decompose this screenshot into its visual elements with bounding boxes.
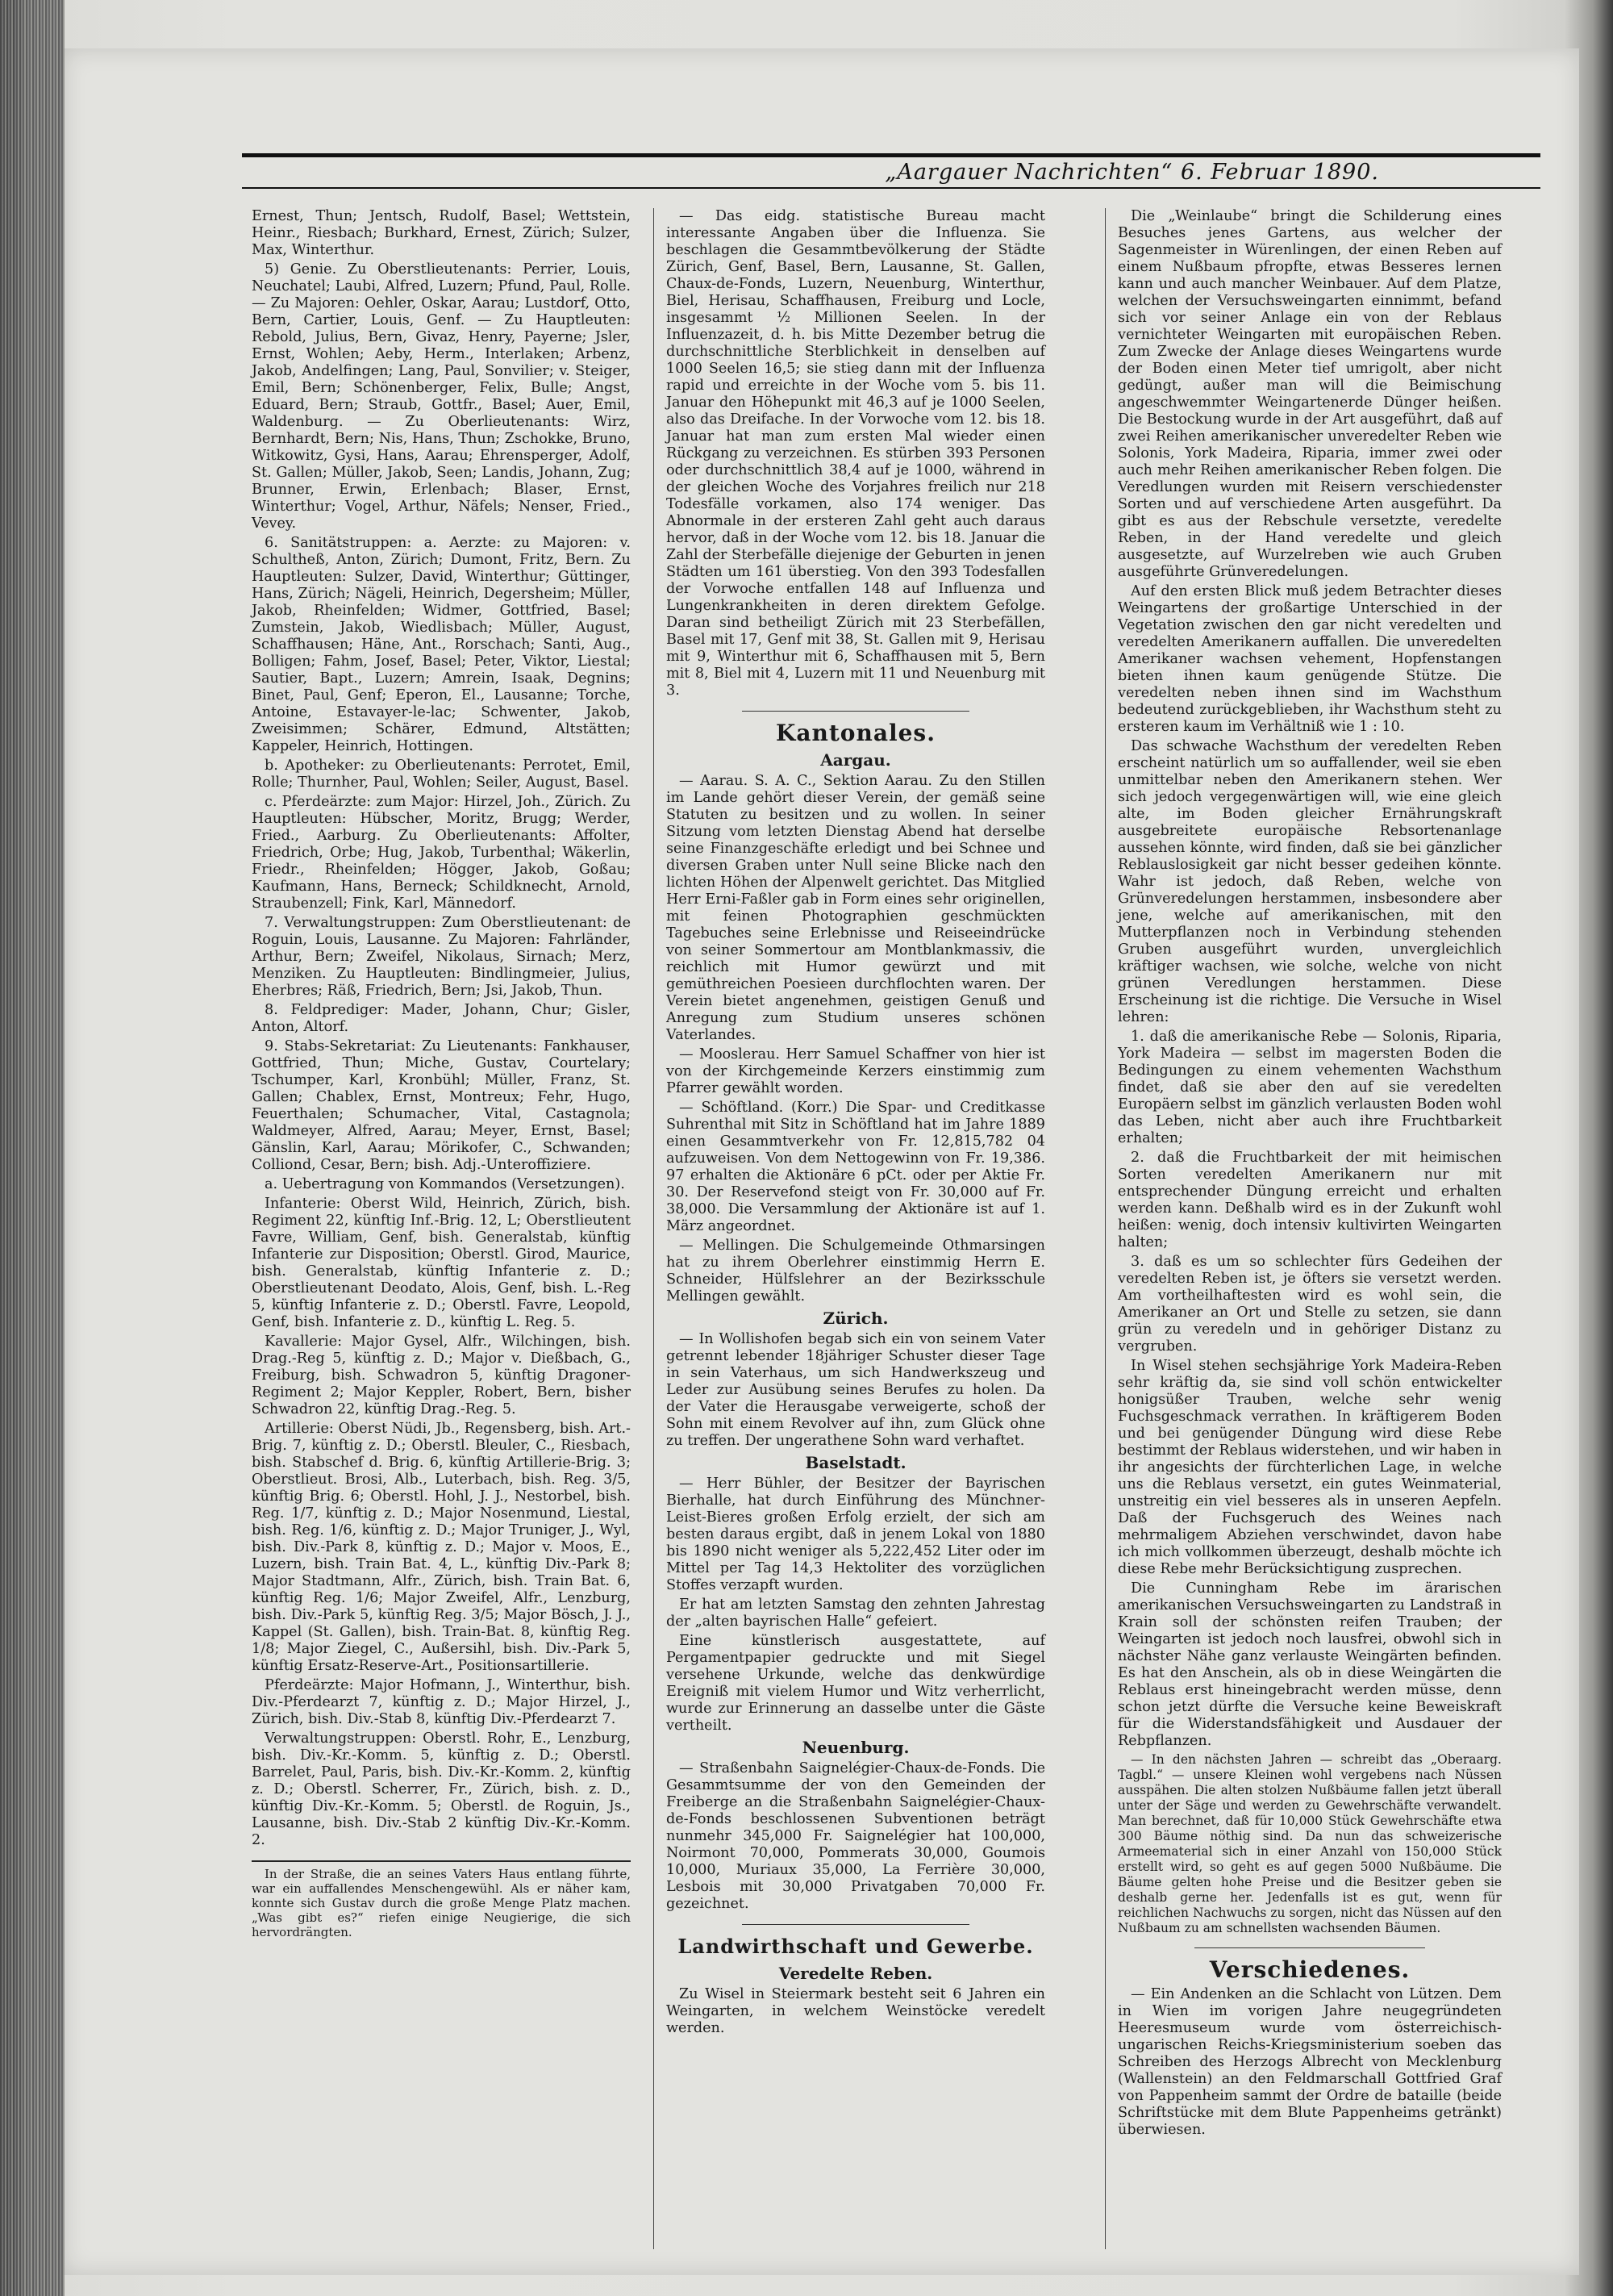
article-paragraph: 8. Feldprediger: Mader, Johann, Chur; Gisler, Anton, Altorf. — [252, 1002, 631, 1035]
subheading-reben: Veredelte Reben. — [778, 1964, 933, 1983]
section-separator — [742, 711, 969, 712]
article-paragraph: — Aarau. S. A. C., Sektion Aarau. Zu den Stillen im Lande gehört dieser Verein, der gemäß seine Statuten zu besitzen und zu wollen. In seiner Sitzung vom letzten Dienstag Abend hat derselbe seine Finanzgeschäfte erledigt und bei Schnee und diversen Graben unter Null seine Blicke nach den lichten Höhen der Alpenwelt gerichtet. Das Mitglied Herr Erni-Faßler gab in Form eines sehr originellen, mit feinen Photographien geschmückten Tagebuches seine Erlebnisse und Reiseeindrücke von seiner Sommertour am Montblankmassiv, die reichlich mit Humor gewürzt und mit gemüthreichen Poesieen durchflochten waren. Der Verein bietet angenehmen, geistigen Genuß und Anregung zum Studium unseres schönen Vaterlandes. — [666, 773, 1045, 1043]
article-paragraph: 3. daß es um so schlechter fürs Gedeihen der veredelten Reben ist, je öfters sie versetzt werden. Am vortheilhaftesten wird es wohl sein, die Amerikaner an Ort und Stelle zu setzen, sie dann grün zu veredeln und in gehöriger Distanz zu vergruben. — [1118, 1254, 1502, 1355]
article-paragraph: — Mellingen. Die Schulgemeinde Othmarsingen hat zu ihrem Oberlehrer einstimmig Herrn E. Schneider, Hülfslehrer an der Bezirksschule Mellingen gewählt. — [666, 1238, 1045, 1305]
section-heading-verschiedenes: Verschiedenes. — [1209, 1956, 1411, 1983]
article-paragraph: Verwaltungstruppen: Oberstl. Rohr, E., Lenzburg, bish. Div.-Kr.-Komm. 5, künftig z. D.; Oberstl. Barrelet, Paul, Paris, bish. Div.-Kr.-Komm. 2, künftig z. D.; Oberstl. Scherrer, Fr., Zürich, bish. z. D., künftig Div.-Kr.-Komm. 5; Oberstl. de Roguin, Js., Lausanne, bish. Div.-Stab 2 künftig Div.-Kr.-Komm. 2. — [252, 1730, 631, 1848]
article-paragraph: — Das eidg. statistische Bureau macht interessante Angaben über die Influenza. Sie beschlagen die Gesammtbevölkerung der Städte Zürich, Genf, Basel, Bern, Lausanne, St. Gallen, Chaux-de-Fonds, Luzern, Neuenburg, Winterthur, Biel, Herisau, Schaffhausen, Freiburg und Locle, insgesammt ½ Millionen Seelen. In der Influenzazeit, d. h. bis Mitte Dezember betrug die durchschnittliche Sterblichkeit in denselben auf 1000 Seelen 16,5; sie stieg dann mit der Influenza rapid und erreichte in der Woche vom 5. bis 11. Januar den Höhepunkt mit 46,3 auf je 1000 Seelen, also das Dreifache. In der Vorwoche vom 12. bis 18. Januar hat man zum ersten Mal wieder einen Rückgang zu verzeichnen. Es stürben 393 Personen oder durchschnittlich 38,4 auf je 1000, während in der gleichen Woche des Vorjahres freilich nur 218 Todesfälle vorkamen, also 174 weniger. Das Abnormale in der ersteren Zahl geht auch daraus hervor, daß in der Woche vom 12. bis 18. Januar die Zahl der Sterbefälle diejenige der Geburten in jenen Städten um 161 überstieg. Von den 393 Todesfallen der Vorwoche entfallen 148 auf Influenza und Lungenkrankheiten in deren direktem Gefolge. Daran sind betheiligt Zürich mit 23 Sterbefällen, Basel mit 17, Genf mit 38, St. Gallen mit 9, Herisau mit 9, Winterthur mit 6, Schaffhausen mit 5, Bern mit 8, Biel mit 4, Luzern mit 11 und Neuenburg mit 3. — [666, 208, 1045, 699]
subheading-aargau: Aargau. — [820, 750, 891, 770]
article-paragraph: — Straßenbahn Saignelégier-Chaux-de-Fonds. Die Gesammtsumme der von den Gemeinden der Freiberge an die Straßenbahn Saignelégier-Chaux-de-Fonds beschlossenen Subventionen beträgt nunmehr 345,000 Fr. Saignelégier hat 100,000, Noirmont 70,000, Pommerats 30,000, Goumois 10,000, Muriaux 35,000, La Ferrière 30,000, Lesbois mit 30,000 Privatgaben 70,000 Fr. gezeichnet. — [666, 1760, 1045, 1912]
subheading-neuenburg: Neuenburg. — [802, 1738, 910, 1757]
header-rule-bottom — [242, 187, 1540, 189]
article-paragraph: Zu Wisel in Steiermark besteht seit 6 Jahren ein Weingarten, in welchem Weinstöcke veredelt werden. — [666, 1986, 1045, 2036]
article-paragraph: Infanterie: Oberst Wild, Heinrich, Zürich, bish. Regiment 22, künftig Inf.-Brig. 12, L; Oberstlieutent Favre, William, Genf, bish. Generalstab, künftig Infanterie zur Disposition; Oberstl. Girod, Maurice, bish. Generalstab, künftig Infanterie z. D.; Oberstlieutenant Deodato, Alois, Genf, bish. L.-Reg 5, künftig Infanterie z. D.; Oberstl. Favre, Leopold, Genf, bish. Infanterie z. D., künftig L. Reg. 5. — [252, 1196, 631, 1330]
article-paragraph: Artillerie: Oberst Nüdi, Jb., Regensberg, bish. Art.-Brig. 7, künftig z. D.; Oberstl. Bleuler, C., Riesbach, bish. Stabschef d. Brig. 6, künftig Artillerie-Brig. 3; Oberstlieut. Brosi, Alb., Luterbach, bish. Reg. 3/5, künftig Brig. 6; Oberstl. Hohl, J. J., Nestorbel, bish. Reg. 1/7, künftig z. D.; Major Nosenmund, Liestal, bish. Reg. 1/6, künftig z. D.; Major Truniger, J., Wyl, bish. Div.-Park 8, künftig z. D.; Major v. Moos, E., Luzern, bish. Train Bat. 4, L., künftig Div.-Park 8; Major Stadtmann, Alfr., Zürich, bish. Train Bat. 6, künftig Reg. 1/6; Major Zweifel, Alfr., Lenzburg, bish. Div.-Park 5, künftig Reg. 3/5; Major Bösch, J. J., Kappel (St. Gallen), bish. Train-Bat. 8, künftig Reg. 1/8; Major Ziegel, C., Außersihl, bish. Div.-Park 5, künftig Ersatz-Reserve-Art., Positionsartillerie. — [252, 1421, 631, 1674]
binding-spine — [0, 0, 65, 2296]
article-paragraph: Eine künstlerisch ausgestattete, auf Pergamentpapier gedruckte und mit Siegel versehene Urkunde, welche das denkwürdige Ereigniß mit vielem Humor und Witz verherrlicht, wurde zur Erinnerung an dasselbe unter die Gäste vertheilt. — [666, 1633, 1045, 1734]
article-paragraph: c. Pferdeärzte: zum Major: Hirzel, Joh., Zürich. Zu Hauptleuten: Hübscher, Moritz, Brugg; Werder, Fried., Aarburg. Zu Oberlieutenants: Affolter, Friedrich, Orbe; Hug, Jakob, Turbenthal; Wäkerlin, Friedr., Rheinfelden; Högger, Jakob, Goßau; Kaufmann, Hans, Berneck; Schildknecht, Arnold, Straubenzell; Fink, Karl, Männedorf. — [252, 794, 631, 912]
article-paragraph: Die „Weinlaube“ bringt die Schilderung eines Besuches jenes Gartens, aus welcher der Sagenmeister in Würenlingen, der einen Reben auf einem Nußbaum pfropfte, etwas Besseres lernen kann und auch mancher Weinbauer. Auf dem Platze, welchen der Versuchsweingarten einnimmt, befand sich vor seiner Anlage ein von der Reblaus vernichteter Weingarten mit europäischen Reben. Zum Zwecke der Anlage dieses Weingartens wurde der Boden einen Meter tief umrigolt, aber nicht gedüngt, außer man will die Beimischung angeschwemmter Weingartenerde Dünger heißen. Die Bestockung wurde in der Art ausgeführt, daß auf zwei Reihen amerikanischer unveredelter Reben wie Solonis, York Madeira, Riparia, immer zwei oder auch mehr Reihen amerikanischer Reben folgen. Die Veredlungen wurden mit Reisern verschiedenster Sorten und auf verschiedene Arten ausgeführt. Da gibt es aus der Rebschule versetzte, veredelte Reben, in der Hand veredelte und gleich ausgesetzte, auf Wurzelreben wie auch Gruben ausgeführte Grünveredelungen. — [1118, 208, 1502, 580]
article-paragraph: Kavallerie: Major Gysel, Alfr., Wilchingen, bish. Drag.-Reg 5, künftig z. D.; Major v. Dießbach, G., Freiburg, bish. Schwadron 5, künftig Dragoner-Regiment 2; Major Keppler, Robert, Bern, bisher Schwadron 22, künftig Drag.-Reg. 5. — [252, 1334, 631, 1417]
column-rule-1 — [653, 208, 654, 2249]
article-paragraph: — Mooslerau. Herr Samuel Schaffner von hier ist von der Kirchgemeinde Kerzers einstimmig zum Pfarrer gewählt worden. — [666, 1046, 1045, 1096]
article-paragraph: Er hat am letzten Samstag den zehnten Jahrestag der „alten bayrischen Halle“ gefeiert. — [666, 1597, 1045, 1630]
article-paragraph: Die Cunningham Rebe im ärarischen amerikanischen Versuchsweingarten zu Landstraß in Krain soll der schönsten reifen Trauben; der Weingarten ist jedoch noch lausfrei, obwohl sich in nächster Nähe ganz verlauste Weingärten befinden. Es hat den Anschein, als ob in diese Weingärten die Reblaus erst hineingebracht werden müsse, denn schon jetzt dürfte die Versuche keine Beweiskraft für die Widerstandsfähigkeit und Ausdauer der Rebpflanzen. — [1118, 1580, 1502, 1749]
article-paragraph: Auf den ersten Blick muß jedem Betrachter dieses Weingartens der großartige Unterschied in der Vegetation zwischen den gar nicht veredelten und veredelten Amerikanern auffallen. Die unveredelten Amerikaner wachsen vehement, Hopfenstangen bieten ihnen kaum genügende Stütze. Die veredelten neben ihnen sind im Wachsthum bedeutend zurückgeblieben, ihr Wachsthum steht zu ersteren kaum im Verhältniß wie 1 : 10. — [1118, 583, 1502, 735]
article-paragraph: — In Wollishofen begab sich ein von seinem Vater getrennt lebender 18jähriger Schuster dieser Tage in sein Vaterhaus, um sich Handwerkszeug und Leder zur Ausübung seines Berufes zu holen. Da der Vater die Herausgabe verweigerte, schoß der Sohn mit einem Revolver auf ihn, zum Glück ohne zu treffen. Der ungerathene Sohn ward verhaftet. — [666, 1331, 1045, 1449]
subheading-zuerich: Zürich. — [823, 1309, 889, 1328]
article-paragraph: a. Uebertragung von Kommandos (Versetzungen). — [265, 1176, 625, 1192]
section-separator — [742, 1924, 969, 1925]
section-separator — [1194, 1947, 1425, 1948]
article-paragraph: Pferdeärzte: Major Hofmann, J., Winterthur, bish. Div.-Pferdearzt 7, künftig z. D.; Major Hirzel, J., Zürich, bish. Div.-Stab 8, künftig Div.-Pferdearzt 7. — [252, 1677, 631, 1727]
column-3 — [1118, 208, 1502, 2141]
section-heading-landwirthschaft: Landwirthschaft und Gewerbe. — [677, 1935, 1034, 1958]
subheading-baselstadt: Baselstadt. — [805, 1453, 907, 1472]
feuilleton-text: In der Straße, die an seines Vaters Haus entlang führte, war ein auffallendes Menschengewühl. Als er näher kam, konnte sich Gustav durch die große Menge Platz machen. „Was gibt es?“ riefen einige Neugierige, die sich hervordrängten. — [252, 1867, 631, 1939]
article-paragraph: 6. Sanitätstruppen: a. Aerzte: zu Majoren: v. Schultheß, Anton, Zürich; Dumont, Fritz, Bern. Zu Hauptleuten: Sulzer, David, Winterthur; Güttinger, Hans, Zürich; Nägeli, Heinrich, Degersheim; Müller, Jakob, Rheinfelden; Widmer, Gottfried, Basel; Zumstein, Jakob, Wiedlisbach; Müller, August, Schaffhausen; Häne, Ant., Rorschach; Santi, Aug., Bolligen; Fahm, Josef, Basel; Peter, Viktor, Liestal; Sautier, Bapt., Luzern; Amrein, Isaak, Degnins; Binet, Paul, Genf; Eperon, El., Lausanne; Torche, Antoine, Estavayer-le-lac; Schwenter, Jakob, Zweisimmen; Schärer, Edmund, Altstätten; Kappeler, Heinrich, Hottingen. — [252, 535, 631, 754]
article-paragraph: In Wisel stehen sechsjährige York Madeira-Reben sehr kräftig da, sie sind voll schön entwickelter honigsüßer Trauben, welche sehr wenig Fuchsgeschmack verrathen. In kräftigerem Boden und bei genügender Düngung wird diese Rebe bestimmt der Reblaus widerstehen, und wir haben in ihr angesichts der fürchterlichen Lage, in welche uns die Reblaus versetzt, ein gutes Weinmaterial, unstreitig ein viel besseres als in unseren Aepfeln. Daß der Fuchsgeruch des Weines nach mehrmaligem Abziehen verschwindet, davon habe ich mich vollkommen überzeugt, deshalb möchte ich diese Rebe mehr Berücksichtigung zusprechen. — [1118, 1358, 1502, 1577]
article-paragraph: — Herr Bühler, der Besitzer der Bayrischen Bierhalle, hat durch Einführung des Münchner-Leist-Bieres großen Erfolg erzielt, der sich am besten daraus ergibt, daß in jenem Lokal von 1880 bis 1890 nicht weniger als 5,222,452 Liter oder im Mittel per Tag 14,3 Hektoliter des vorzüglichen Stoffes verzapft wurden. — [666, 1476, 1045, 1593]
article-paragraph: Das schwache Wachsthum der veredelten Reben erscheint natürlich um so auffallender, weil sie eben unmittelbar neben den Amerikanern stehen. Wer sich jedoch vergegenwärtigen will, wie eine gleich alte, im Boden gleicher Ernährungskraft ausgebreitete europäische Rebsortenanlage aussehen könnte, wird finden, daß sie bei gänzlicher Reblauslosigkeit gar nicht besser gedeihen könnte. Wahr ist jedoch, daß Reben, welche von Grünveredelungen herstammen, insbesondere aber jene, welche auf amerikanischen, mit den Mutterpflanzen noch in Verbindung stehenden Gruben ausgeführt wurden, unvergleichlich kräftiger wachsen, wie solche, welche von nicht grünen Veredlungen herstammen. Diese Erscheinung ist die richtige. Die Versuche in Wisel lehren: — [1118, 738, 1502, 1025]
article-paragraph: b. Apotheker: zu Oberlieutenants: Perrotet, Emil, Rolle; Thurnher, Paul, Wohlen; Seiler, August, Basel. — [252, 758, 631, 791]
article-paragraph: — Ein Andenken an die Schlacht von Lützen. Dem in Wien im vorigen Jahre neugegründeten Heeresmuseum wurde vom österreichisch-ungarischen Reichs-Kriegsministerium soeben das Schreiben des Herzogs Albrecht von Mecklenburg (Wallenstein) an den Feldmarschall Gottfried Graf von Pappenheim sammt der Ordre de bataille (beide Schriftstücke mit dem Blute Pappenheims getränkt) überwiesen. — [1118, 1986, 1502, 2138]
column-2 — [666, 208, 1045, 2039]
page-header — [242, 153, 1540, 190]
article-paragraph: 5) Genie. Zu Oberstlieutenants: Perrier, Louis, Neuchatel; Laubi, Alfred, Luzern; Pfund, Paul, Rolle. — Zu Majoren: Oehler, Oskar, Aarau; Lustdorf, Otto, Bern, Cartier, Louis, Genf. — Zu Hauptleuten: Rebold, Julius, Bern, Givaz, Henry, Payerne; Jsler, Ernst, Wohlen; Aeby, Herm., Interlaken; Arbenz, Jakob, Andelfingen; Lang, Paul, Sonvilier; v. Steiger, Emil, Bern; Schönenberger, Felix, Bulle; Angst, Eduard, Bern; Straub, Gottfr., Basel; Auer, Emil, Waldenburg. — Zu Oberlieutenants: Wirz, Bernhardt, Bern; Nis, Hans, Thun; Zschokke, Bruno, Witkowitz, Gysi, Hans, Aarau; Ehrensperger, Adolf, St. Gallen; Müller, Jakob, Seen; Landis, Johann, Zug; Brunner, Erwin, Erlenbach; Blaser, Ernst, Winterthur; Vogel, Arthur, Näfels; Nenser, Fried., Vevey. — [252, 261, 631, 532]
article-paragraph: Ernest, Thun; Jentsch, Rudolf, Basel; Wettstein, Heinr., Riesbach; Burkhard, Ernest, Zürich; Sulzer, Max, Winterthur. — [252, 208, 631, 258]
header-rule-top — [242, 153, 1540, 157]
header-title: „Aargauer Nachrichten“ 6. Februar 1890. — [885, 160, 1379, 185]
article-paragraph: — Schöftland. (Korr.) Die Spar- und Creditkasse Suhrenthal mit Sitz in Schöftland hat im Jahre 1889 einen Gesammtverkehr von Fr. 12,815,782 04 aufzuweisen. Von dem Nettogewinn von Fr. 19,386. 97 erhalten die Aktionäre 6 pCt. oder per Aktie Fr. 30. Der Reservefond steigt von Fr. 30,000 auf Fr. 38,000. Die Versammlung der Aktionäre ist auf 1. März angeordnet. — [666, 1100, 1045, 1234]
article-paragraph: 7. Verwaltungstruppen: Zum Oberstlieutenant: de Roguin, Louis, Lausanne. Zu Majoren: Fahrländer, Arthur, Bern; Zweifel, Nikolaus, Sirnach; Merz, Menziken. Zu Hauptleuten: Bindlingmeier, Julius, Eherbres; Räß, Friedrich, Bern; Jsi, Jakob, Thun. — [252, 915, 631, 999]
article-paragraph: 9. Stabs-Sekretariat: Zu Lieutenants: Fankhauser, Gottfried, Thun; Miche, Gustav, Courtelary; Tschumper, Karl, Kronbühl; Müller, Franz, St. Gallen; Chablex, Ernst, Montreux; Fehr, Hugo, Feuerthalen; Schumacher, Vital, Castagnola; Waldmeyer, Alfred, Aarau; Meyer, Ernst, Basel; Gänslin, Karl, Aarau; Mörikofer, C., Schwanden; Colliond, Cesar, Bern; bish. Adj.-Unteroffiziere. — [252, 1038, 631, 1173]
section-heading-kantonales: Kantonales. — [776, 720, 936, 746]
article-paragraph: — In den nächsten Jahren — schreibt das „Oberaarg. Tagbl.“ — unsere Kleinen wohl vergebens nach Nüssen ausspähen. Die alten stolzen Nußbäume fallen jetzt überall unter der Säge und werden zu Gewehrschäfte verwandelt. Man berechnet, daß für 10,000 Stück Gewehrschäfte etwa 300 Bäume nöthig sind. Da nun das schweizerische Armeematerial sich in einer Anzahl von 150,000 Stück erstellt wird, so geht es auf gegen 5000 Nußbäume. Die Bäume gelten hohe Preise und die Besitzer geben sie deshalb gerne her. Jedenfalls ist es gut, wenn für reichlichen Nachwuchs zu sorgen, nicht das Nüssen auf den Nußbaum zu am schnellsten wachsenden Bäumen. — [1118, 1752, 1502, 1935]
article-paragraph: 1. daß die amerikanische Rebe — Solonis, Riparia, York Madeira — selbst im magersten Boden die Bedingungen zu einem vehementen Wachsthum findet, daß sie aber den auf sie veredelten Europäern selbst im gänzlich verlausten Boden wohl das Leben, nicht aber auch ihre Fruchtbarkeit erhalten; — [1118, 1029, 1502, 1146]
column-rule-2 — [1105, 208, 1106, 2249]
column-1 — [252, 208, 631, 1942]
article-paragraph: 2. daß die Fruchtbarkeit der mit heimischen Sorten veredelten Amerikanern nur mit entsprechender Düngung erreicht und erhalten werden kann. Deßhalb wird es in der Zukunft wohl heißen: wenig, doch intensiv kultivirten Weingarten halten; — [1118, 1150, 1502, 1250]
feuilleton-rule — [252, 1860, 631, 1862]
